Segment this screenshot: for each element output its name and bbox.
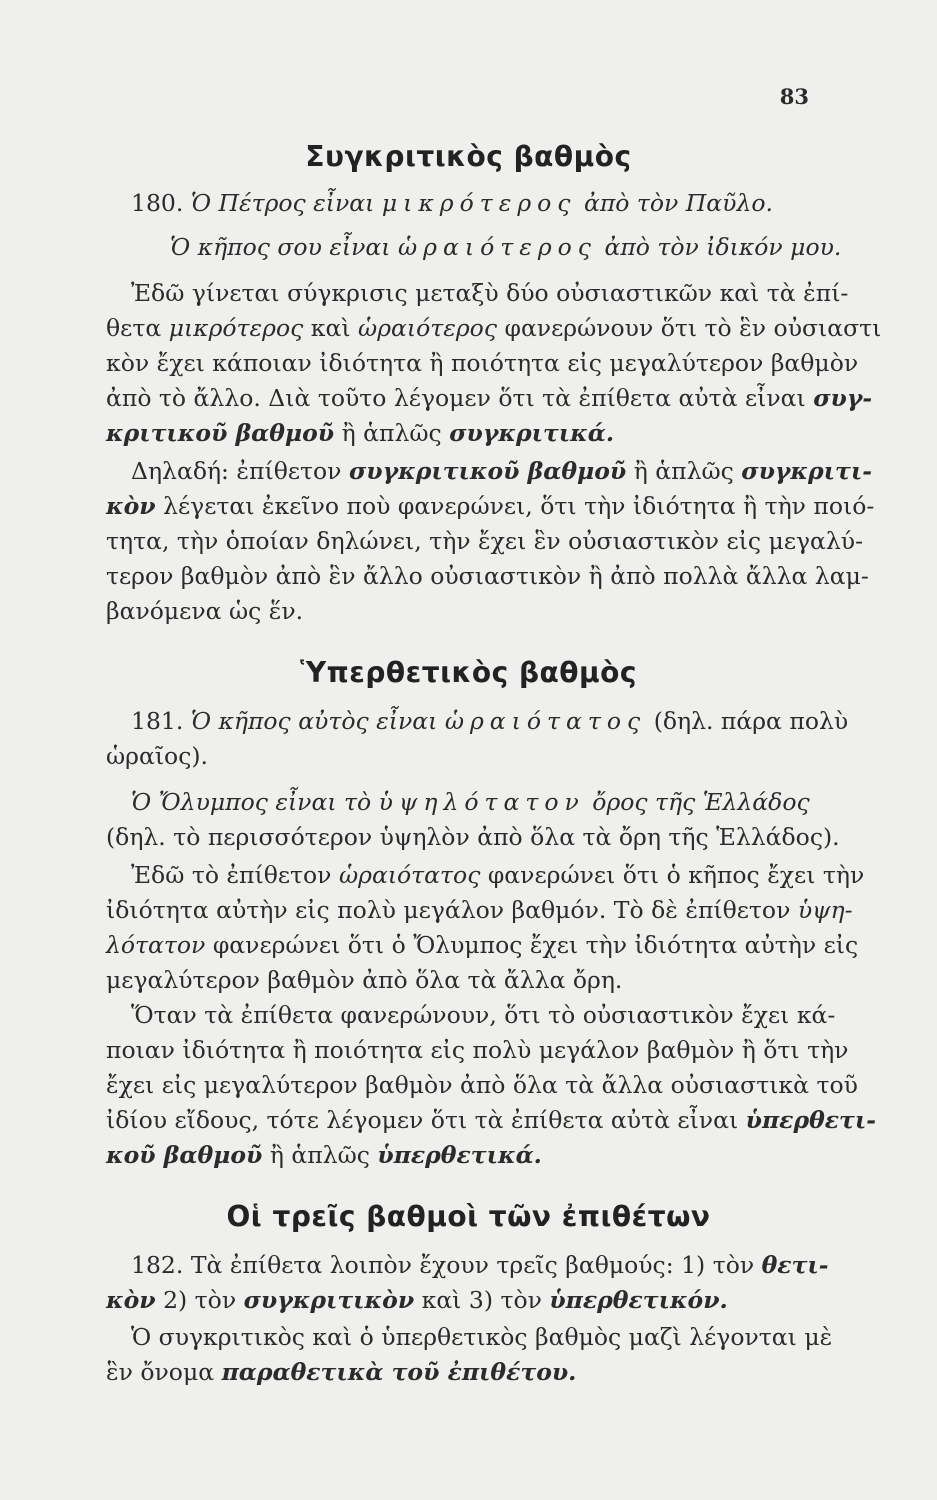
para-180-1-line-1: Ἐδῶ γίνεται σύγκρισις μεταξὺ δύο οὐσιαστικῶν καὶ τὰ ἐπί- (131, 279, 849, 307)
example-181-1: 181. Ὁ κῆπος αὐτὸς εἶναι ὡραιότατος (δηλ. πάρα πολὺ (131, 707, 849, 735)
para-181-2-line-1: Ὅταν τὰ ἐπίθετα φανερώνουν, ὅτι τὸ οὐσιαστικὸν ἔχει κά- (131, 1001, 836, 1029)
para-182-line-3: Ὁ συγκριτικὸς καὶ ὁ ὑπερθετικὸς βαθμὸς μαζὶ λέγονται μὲ (131, 1323, 833, 1351)
section-number-180: 180. (131, 189, 184, 217)
para-181-2-line-2: ποιαν ἰδιότητα ἢ ποιότητα εἰς πολὺ μεγάλον βαθμὸν ἢ ὅτι τὴν (106, 1036, 849, 1064)
heading-three-degrees: Οἱ τρεῖς βαθμοὶ τῶν ἐπιθέτων (226, 1200, 711, 1233)
para-180-2-line-1: Δηλαδή: ἐπίθετον συγκριτικοῦ βαθμοῦ ἢ ἁπλῶς συγκριτι- (131, 457, 872, 485)
para-181-2-line-5: κοῦ βαθμοῦ ἢ ἁπλῶς ὑπερθετικά. (106, 1141, 542, 1169)
para-180-2-line-2: κὸν λέγεται ἐκεῖνο ποὺ φανερώνει, ὅτι τὴν ἰδιότητα ἢ τὴν ποιό- (106, 492, 875, 520)
para-182-line-2: κὸν 2) τὸν συγκριτικὸν καὶ 3) τὸν ὑπερθετικόν. (106, 1286, 728, 1314)
para-181-1-line-2: ἰδιότητα αὐτὴν εἰς πολὺ μεγάλον βαθμόν. Τὸ δὲ ἐπίθετον ὑψη- (106, 896, 853, 924)
para-181-2-line-4: ἰδίου εἴδους, τότε λέγομεν ὅτι τὰ ἐπίθετα αὐτὰ εἶναι ὑπερθετι- (106, 1106, 876, 1134)
para-181-2-line-3: ἔχει εἰς μεγαλύτερον βαθμὸν ἀπὸ ὅλα τὰ ἄλλα οὐσιαστικὰ τοῦ (106, 1071, 858, 1099)
para-181-1-line-4: μεγαλύτερον βαθμὸν ἀπὸ ὅλα τὰ ἄλλα ὄρη. (106, 966, 623, 994)
para-180-2-line-3: τητα, τὴν ὁποίαν δηλώνει, τὴν ἔχει ἓν οὐσιαστικὸν εἰς μεγαλύ- (106, 527, 864, 555)
para-180-1-line-4: ἀπὸ τὸ ἄλλο. Διὰ τοῦτο λέγομεν ὅτι τὰ ἐπίθετα αὐτὰ εἶναι συγ- (106, 384, 873, 412)
heading-superlative: Ὑπερθετικὸς βαθμὸς (300, 656, 637, 689)
page-number: 83 (779, 84, 809, 109)
example-180-1: 180. Ὁ Πέτρος εἶναι μικρότερος ἀπὸ τὸν Παῦλο. (131, 189, 773, 217)
example-180-2: Ὁ κῆπος σου εἶναι ὡραιότερος ἀπὸ τὸν ἰδικόν μου. (170, 233, 842, 261)
para-180-2-line-4: τερον βαθμὸν ἀπὸ ἓν ἄλλο οὐσιαστικὸν ἢ ἀπὸ πολλὰ ἄλλα λαμ- (106, 562, 869, 590)
para-180-1-line-3: κὸν ἔχει κάποιαν ἰδιότητα ἢ ποιότητα εἰς μεγαλύτερον βαθμὸν (106, 349, 859, 377)
section-number-181: 181. (131, 707, 184, 735)
heading-comparative: Συγκριτικὸς βαθμὸς (305, 140, 632, 173)
para-181-1-line-3: λότατον φανερώνει ὅτι ὁ Ὄλυμπος ἔχει τὴν ἰδιότητα αὐτὴν εἰς (106, 931, 859, 959)
para-182-line-4: ἓν ὄνομα παραθετικὰ τοῦ ἐπιθέτου. (106, 1358, 577, 1386)
para-180-1-line-5: κριτικοῦ βαθμοῦ ἢ ἁπλῶς συγκριτικά. (106, 419, 615, 447)
section-number-182: 182. (131, 1251, 184, 1279)
para-180-1-line-2: θετα μικρότερος καὶ ὡραιότερος φανερώνουν ὅτι τὸ ἓν οὐσιαστι (106, 314, 882, 342)
para-180-2-line-5: βανόμενα ὡς ἕν. (106, 597, 304, 625)
example-181-2: Ὁ Ὄλυμπος εἶναι τὸ ὑψηλότατον ὄρος τῆς Ἑλλάδος (131, 788, 810, 816)
example-181-1-cont: ὡραῖος). (106, 742, 209, 770)
example-181-2-cont: (δηλ. τὸ περισσότερον ὑψηλὸν ἀπὸ ὅλα τὰ ὄρη τῆς Ἑλλάδος). (106, 823, 840, 851)
para-182-line-1: 182. Τὰ ἐπίθετα λοιπὸν ἔχουν τρεῖς βαθμούς: 1) τὸν θετι- (131, 1251, 829, 1279)
para-181-1-line-1: Ἐδῶ τὸ ἐπίθετον ὡραιότατος φανερώνει ὅτι ὁ κῆπος ἔχει τὴν (131, 861, 865, 889)
